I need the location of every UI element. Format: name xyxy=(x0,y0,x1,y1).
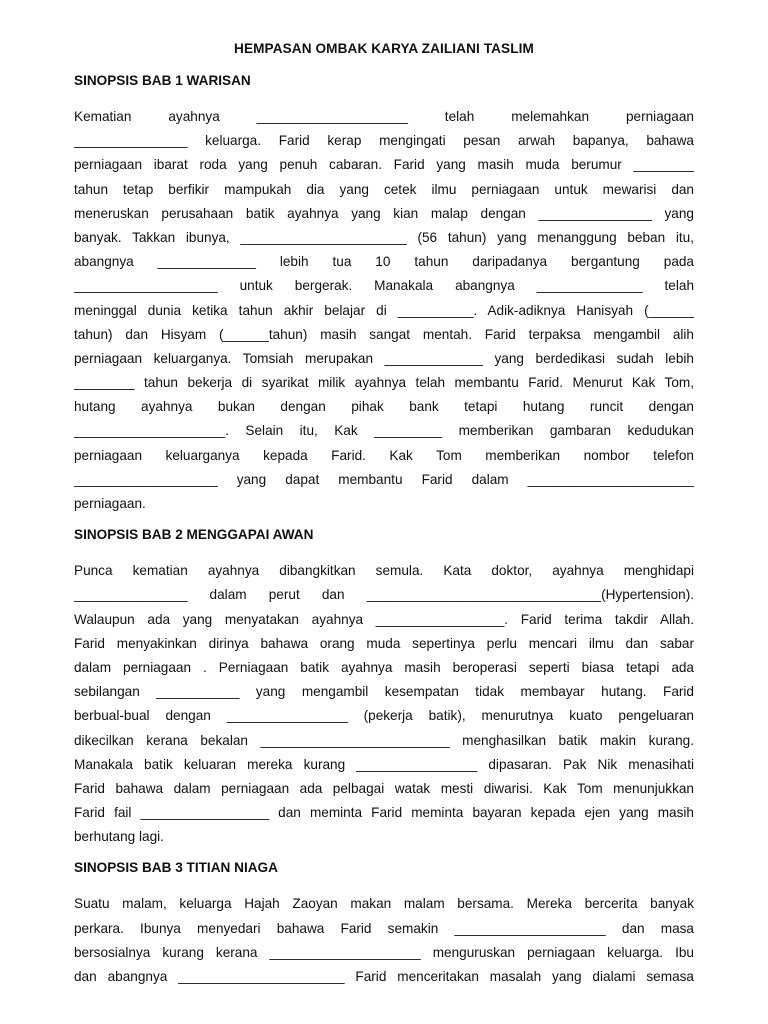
text-line: hutang ayahnya bukan dengan pihak bank tetapi hutang runcit dengan xyxy=(74,399,694,415)
text-line: _______________ dalam perut dan _______________________________(Hypertension). xyxy=(74,587,694,603)
text-line: tahun) dan Hisyam (______tahun) masih sangat mentah. Farid terpaksa mengambil alih xyxy=(74,326,694,342)
text-line: banyak. Takkan ibunya, ______________________ (56 tahun) yang menanggung beban itu, xyxy=(74,229,694,245)
text-line: dikecilkan kerana bekalan _________________________ menghasilkan batik makin kurang. xyxy=(74,732,694,748)
text-line: dan abangnya ______________________ Farid menceritakan masalah yang dialami semasa xyxy=(74,969,694,984)
text-line: Farid bahawa dalam perniagaan ada pelbagai watak mesti diwarisi. Kak Tom menunjukkan xyxy=(74,780,694,796)
text-line: _______________ keluarga. Farid kerap mengingati pesan arwah bapanya, bahawa xyxy=(74,133,694,149)
text-line: perkara. Ibunya menyedari bahawa Farid semakin ____________________ dan masa xyxy=(74,920,694,936)
text-line: Walaupun ada yang menyatakan ayahnya _________________. Farid terima takdir Allah. xyxy=(74,611,694,627)
text-line: sebilangan ___________ yang mengambil kesempatan tidak membayar hutang. Farid xyxy=(74,684,694,700)
section-bab-2 xyxy=(74,527,694,849)
section-paragraph xyxy=(74,105,694,516)
text-line: perniagaan keluarganya kepada Farid. Kak Tom memberikan nombor telefon xyxy=(74,447,694,463)
text-line: Farid fail _________________ dan meminta Farid meminta bayaran kepada ejen yang masih xyxy=(74,805,694,821)
section-paragraph xyxy=(74,892,694,989)
text-line: meninggal dunia ketika tahun akhir belajar di __________. Adik-adiknya Hanisyah (______ xyxy=(74,302,694,318)
document-title: HEMPASAN OMBAK KARYA ZAILIANI TASLIM xyxy=(234,41,534,56)
text-line: ________ tahun bekerja di syarikat milik ayahnya telah membantu Farid. Menurut Kak Tom, xyxy=(74,375,694,391)
section-heading: SINOPSIS BAB 3 TITIAN NIAGA xyxy=(74,860,278,876)
text-line: Farid menyakinkan dirinya bahawa orang muda sepertinya perlu mencari ilmu dan sabar xyxy=(74,635,694,651)
section-heading: SINOPSIS BAB 2 MENGGAPAI AWAN xyxy=(74,527,314,543)
section-bab-1 xyxy=(74,73,694,516)
text-line: Manakala batik keluaran mereka kurang ________________ dipasaran. Pak Nik menasihati xyxy=(74,756,694,772)
text-line: Suatu malam, keluarga Hajah Zaoyan makan malam bersama. Mereka bercerita banyak xyxy=(74,896,694,912)
text-line: tahun tetap berfikir mampukah dia yang cetek ilmu perniagaan untuk mewarisi dan xyxy=(74,181,694,197)
text-line: dalam perniagaan . Perniagaan batik ayahnya masih beroperasi seperti biasa tetapi ada xyxy=(74,659,694,675)
text-line: abangnya _____________ lebih tua 10 tahun daripadanya bergantung pada xyxy=(74,254,694,270)
text-line: bersosialnya kurang kerana ____________________ menguruskan perniagaan keluarga. Ibu xyxy=(74,944,694,960)
text-line: perniagaan keluarganya. Tomsiah merupakan _____________ yang berdedikasi sudah lebih xyxy=(74,350,694,366)
text-line: ____________________. Selain itu, Kak _________ memberikan gambaran kedudukan xyxy=(74,423,694,439)
text-line: ___________________ yang dapat membantu Farid dalam ______________________ xyxy=(74,471,694,487)
text-line: berbual-bual dengan ________________ (pekerja batik), menurutnya kuato pengeluaran xyxy=(74,708,694,724)
text-line: meneruskan perusahaan batik ayahnya yang kian malap dengan _______________ yang xyxy=(74,205,694,221)
text-line: berhutang lagi. xyxy=(74,829,164,845)
text-line: perniagaan. xyxy=(74,496,146,511)
text-line: perniagaan ibarat roda yang penuh cabaran. Farid yang masih muda berumur ________ xyxy=(74,157,694,173)
section-heading: SINOPSIS BAB 1 WARISAN xyxy=(74,73,251,88)
section-paragraph xyxy=(74,559,694,849)
text-line: ___________________ untuk bergerak. Manakala abangnya ______________ telah xyxy=(74,278,694,294)
text-line: Kematian ayahnya ____________________ telah melemahkan perniagaan xyxy=(74,109,694,124)
text-line: Punca kematian ayahnya dibangkitkan semula. Kata doktor, ayahnya menghidapi xyxy=(74,563,694,579)
section-bab-3 xyxy=(74,860,694,989)
